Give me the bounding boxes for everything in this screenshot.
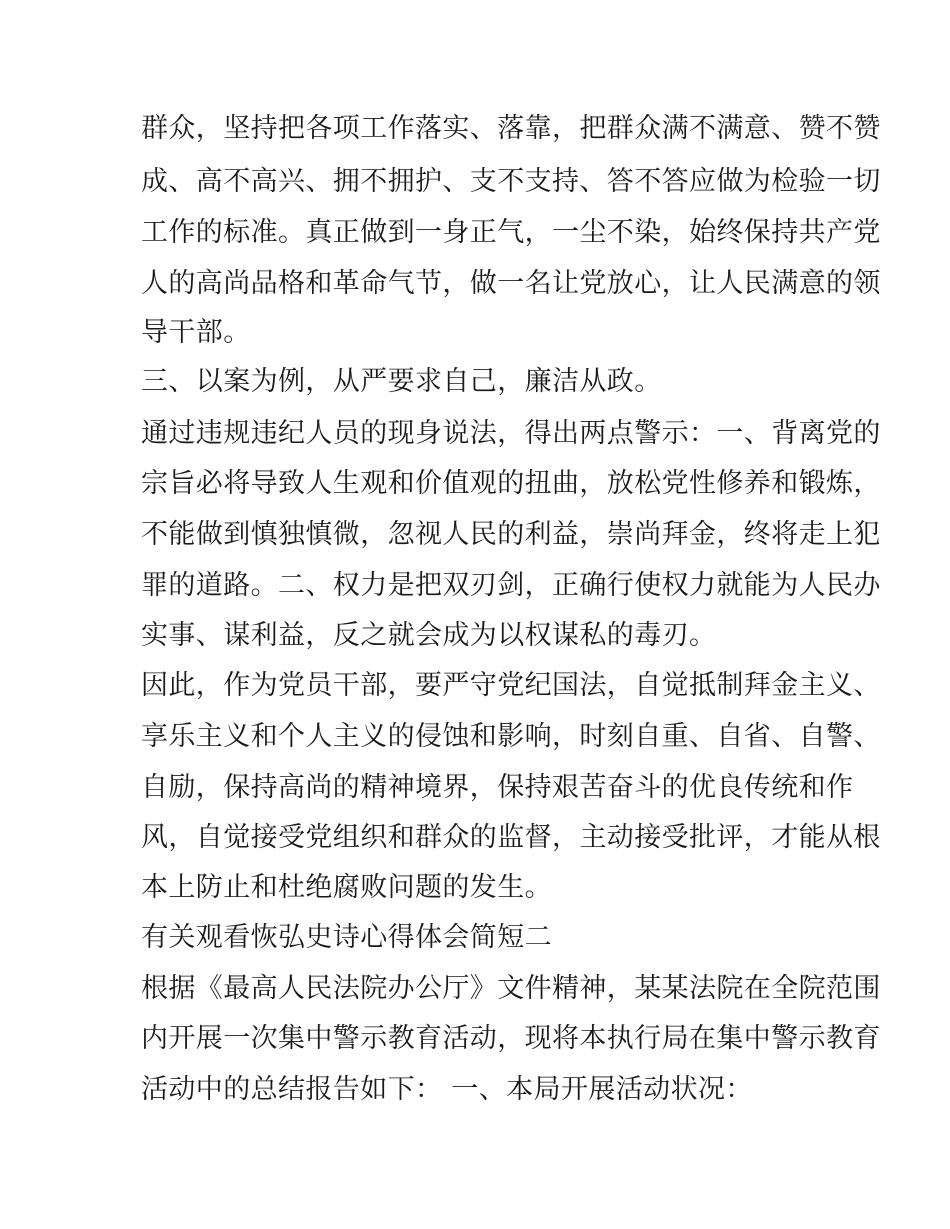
body-text-line: 本上防止和杜绝腐败问题的发生。: [141, 872, 552, 903]
body-text-line: 工作的标准。真正做到一身正气，一尘不染，始终保持共产党: [141, 217, 881, 248]
body-text-line: 不能做到慎独慎微，忽视人民的利益，崇尚拜金，终将走上犯: [141, 519, 881, 550]
body-text-line: 人的高尚品格和革命气节，做一名让党放心，让人民满意的领: [141, 268, 881, 299]
section-heading: 三、以案为例，从严要求自己，廉洁从政。: [141, 366, 662, 397]
body-text-line: 根据《最高人民法院办公厅》文件精神，某某法院在全院范围: [141, 973, 881, 1004]
body-text-line: 实事、谋利益，反之就会成为以权谋私的毒刃。: [141, 620, 717, 651]
body-text-line: 风，自觉接受党组织和群众的监督，主动接受批评，才能从根: [141, 822, 881, 853]
body-text-line: 宗旨必将导致人生观和价值观的扭曲，放松党性修养和锻炼，: [141, 468, 881, 499]
body-text-line: 群众，坚持把各项工作落实、落靠，把群众满不满意、赞不赞: [141, 113, 881, 144]
article-title: 有关观看恢弘史诗心得体会简短二: [141, 922, 552, 953]
body-text-line: 导干部。: [141, 317, 251, 348]
body-text-line: 成、高不高兴、拥不拥护、支不支持、答不答应做为检验一切: [141, 166, 881, 197]
body-text-line: 罪的道路。二、权力是把双刃剑，正确行使权力就能为人民办: [141, 570, 881, 601]
body-text-line: 活动中的总结报告如下： 一、本局开展活动状况：: [141, 1074, 753, 1105]
body-text-line: 自励，保持高尚的精神境界，保持艰苦奋斗的优良传统和作: [141, 772, 854, 803]
body-text-line: 因此，作为党员干部，要严守党纪国法，自觉抵制拜金主义、: [141, 670, 881, 701]
body-text-line: 内开展一次集中警示教育活动，现将本执行局在集中警示教育: [141, 1023, 881, 1054]
body-text-line: 享乐主义和个人主义的侵蚀和影响，时刻自重、自省、自警、: [141, 721, 881, 752]
body-text-line: 通过违规违纪人员的现身说法，得出两点警示：一、背离党的: [141, 418, 881, 449]
